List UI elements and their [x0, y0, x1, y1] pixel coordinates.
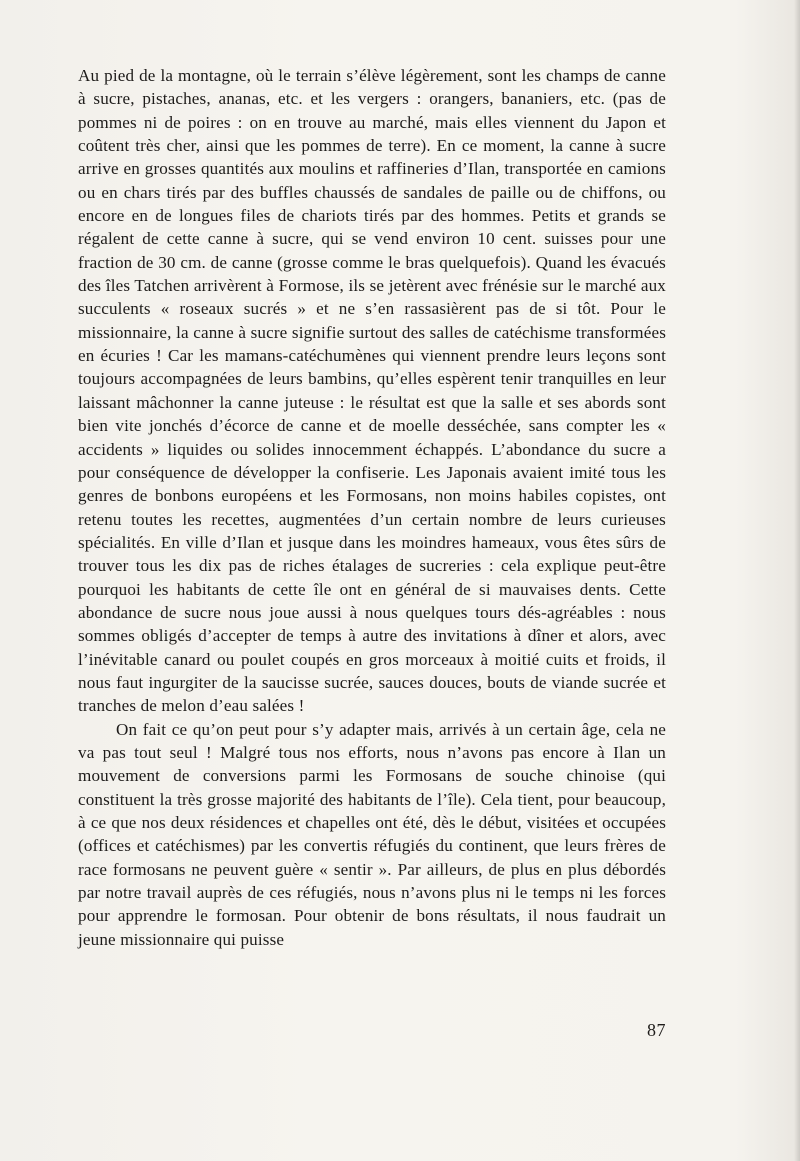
page-edge-shadow	[794, 0, 800, 1161]
body-text	[78, 64, 666, 951]
paragraph-sugar-cane: Au pied de la montagne, où le terrain s’élève légèrement, sont les champs de canne à sucre, pistaches, ananas, etc. et les vergers : orangers, bananiers, etc. (pas de pommes ni de poires : on en trouve au marché, mais elles viennent du Japon et coûtent très cher, ainsi que les pommes de terre). En ce moment, la canne à sucre arrive en grosses quantités aux moulins et raffineries d’Ilan, transportée en camions ou en chars tirés par des buffles chaussés de sandales de paille ou de chiffons, ou encore en de longues files de chariots tirés par des hommes. Petits et grands se régalent de cette canne à sucre, qui se vend environ 10 cent. suisses pour une fraction de 30 cm. de canne (grosse comme le bras quelquefois). Quand les évacués des îles Tatchen arrivèrent à Formose, ils se jetèrent avec frénésie sur le marché aux succulents « roseaux sucrés » et ne s’en rassasièrent pas de si tôt. Pour le missionnaire, la canne à sucre signifie surtout des salles de catéchisme transformées en écuries ! Car les mamans-catéchumènes qui viennent prendre leurs leçons sont toujours accompagnées de leurs bambins, qu’elles espèrent tenir tranquilles en leur laissant mâchonner la canne juteuse : le résultat est que la salle et ses abords sont bien vite jonchés d’écorce de canne et de moelle desséchée, sans compter les « accidents » liquides ou solides innocemment échappés. L’abondance du sucre a pour conséquence de développer la confiserie. Les Japonais avaient imité tous les genres de bonbons européens et les Formosans, non moins habiles copistes, ont retenu toutes les recettes, augmentées d’un certain nombre de leurs curieuses spécialités. En ville d’Ilan et jusque dans les moindres hameaux, vous êtes sûrs de trouver tous les dix pas de riches étalages de sucreries : cela explique peut-être pourquoi les habitants de cette île ont en général de si mauvaises dents. Cette abondance de sucre nous joue aussi à nous quelques tours dés-agréables : nous sommes obligés d’accepter de temps à autre des invitations à dîner et alors, avec l’inévitable canard ou poulet coupés en gros morceaux à moitié cuits et froids, il nous faut ingurgiter de la saucisse sucrée, sauces douces, bouts de viande sucrée et tranches de melon d’eau salées !	[78, 66, 666, 716]
page-number: 87	[647, 1020, 666, 1040]
paragraph-conversions: On fait ce qu’on peut pour s’y adapter mais, arrivés à un certain âge, cela ne va pas tout seul ! Malgré tous nos efforts, nous n’avons pas encore à Ilan un mouvement de conversions parmi les Formosans de souche chinoise (qui constituent la très grosse majorité des habitants de l’île). Cela tient, pour beaucoup, à ce que nos deux résidences et chapelles ont été, dès le début, visitées et occupées (offices et catéchismes) par les convertis réfugiés du continent, que leurs frères de race formosans ne peuvent guère « sentir ». Par ailleurs, de plus en plus débordés par notre travail auprès de ces réfugiés, nous n’avons plus ni le temps ni les forces pour apprendre le formosan. Pour obtenir de bons résultats, il nous faudrait un jeune missionnaire qui puisse	[78, 719, 666, 949]
